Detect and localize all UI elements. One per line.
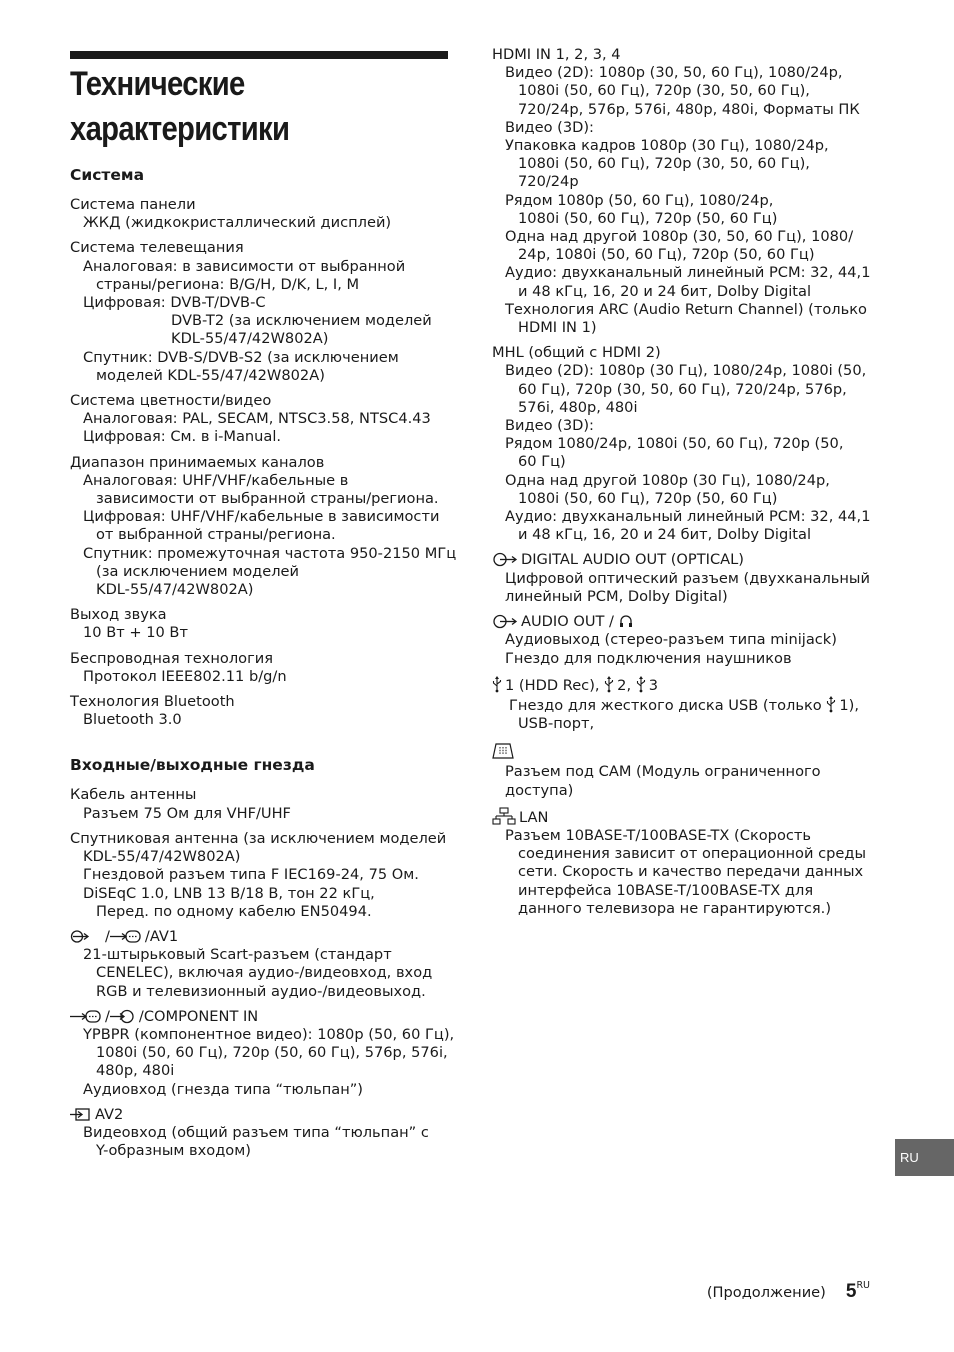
spec-value: и 48 кГц, 16, 20 и 24 бит, Dolby Digital	[518, 282, 812, 300]
spec-value: данного телевизора не гарантируются.)	[518, 899, 832, 917]
spec-value: Видео (3D):	[505, 118, 594, 136]
spec-value: Bluetooth 3.0	[83, 711, 182, 729]
spec-value: Технология ARC (Audio Return Channel) (только	[505, 300, 867, 318]
spec-value: Одна над другой 1080p (30, 50, 60 Гц), 1080/	[505, 228, 854, 246]
spec-value: Гнездо для подключения наушников	[505, 649, 792, 667]
video-input-icon	[110, 1009, 136, 1024]
spec-usb	[492, 675, 882, 734]
spec-value: Цифровая: UHF/VHF/кабельные в зависимости	[83, 508, 440, 526]
spec-hdmi	[492, 46, 882, 337]
usb-port-2-label: 2,	[617, 676, 632, 694]
scart-out-icon	[110, 929, 142, 944]
page-footer	[707, 1280, 870, 1303]
audio-output-icon	[492, 614, 518, 629]
spec-value: Спутник: промежуточная частота 950-2150 МГц	[83, 544, 457, 562]
spec-value: DVB-T2 (за исключением моделей	[171, 312, 432, 330]
spec-av1	[70, 928, 460, 1001]
spec-label	[492, 551, 882, 569]
spec-component-in	[70, 1008, 460, 1099]
av1-label: /AV1	[144, 927, 179, 945]
spec-label: Система цветности/видео	[70, 392, 272, 410]
spec-value: зависимости от выбранной страны/региона.	[96, 490, 439, 508]
spec-value: 720/24p	[518, 173, 579, 191]
spec-value: соединения зависит от операционной среды	[518, 845, 866, 863]
title-rule	[70, 51, 448, 59]
spec-value: 480p, 480i	[96, 1062, 175, 1080]
usb-icon	[826, 695, 836, 713]
spec-wireless	[70, 650, 460, 686]
spec-value: сети. Скорость и качество передачи данных	[518, 863, 864, 881]
scart-in-out-icon	[70, 929, 102, 944]
spec-label	[492, 743, 882, 763]
page-number-suffix: RU	[856, 1280, 870, 1291]
spec-value: Аудио: двухканальный линейный PCM: 32, 44,1	[505, 264, 871, 282]
spec-label: Кабель антенны	[70, 786, 197, 804]
spec-bluetooth	[70, 693, 460, 729]
component-in-label: /COMPONENT IN	[138, 1007, 259, 1025]
spec-antenna-cable	[70, 786, 460, 822]
spec-cam	[492, 743, 882, 799]
left-column	[70, 165, 460, 1167]
av2-label: AV2	[95, 1105, 124, 1123]
spec-value: Видеовход (общий разъем типа “тюльпан” с	[83, 1123, 429, 1141]
spec-value: Видео (2D): 1080p (30 Гц), 1080/24p, 1080i (50,	[505, 362, 867, 380]
lan-label: LAN	[519, 808, 549, 826]
spec-value: Аудиовход (гнезда типа “тюльпан”)	[83, 1080, 363, 1098]
spec-sound-output	[70, 606, 460, 642]
right-column	[492, 46, 882, 925]
spec-label: Беспроводная технология	[70, 649, 274, 667]
spec-label: Технология Bluetooth	[70, 693, 235, 711]
spec-value: Цифровая: DVB-T/DVB-C	[83, 294, 266, 312]
spec-label: Выход звука	[70, 606, 167, 624]
spec-value: Разъем под CAM (Модуль ограниченного	[505, 763, 821, 781]
section-header-io: Входные/выходные гнезда	[70, 756, 315, 775]
section-header-system: Система	[70, 166, 145, 184]
spec-value: Гнездовой разъем типа F IEC169-24, 75 Ом.	[83, 866, 419, 884]
spec-value: Аналоговая: UHF/VHF/кабельные в	[83, 471, 349, 489]
spec-value: 60 Гц)	[518, 453, 566, 471]
spec-label	[492, 675, 882, 695]
usb-description-suffix: 1),	[839, 696, 859, 714]
spec-value: Видео (2D): 1080p (30, 50, 60 Гц), 1080/24p,	[505, 64, 843, 82]
usb-icon	[604, 675, 614, 693]
spec-value: Спутник: DVB-S/DVB-S2 (за исключением	[83, 348, 399, 366]
spec-value: KDL-55/47/42W802A)	[171, 330, 329, 348]
spec-value: линейный PCM, Dolby Digital)	[505, 587, 728, 605]
language-tab: RU	[895, 1139, 954, 1176]
spec-value: KDL-55/47/42W802A)	[96, 581, 254, 599]
spec-value: CENELEC), включая аудио-/видеовход, вход	[96, 964, 433, 982]
component-input-icon	[70, 1009, 102, 1024]
spec-value: Аналоговая: PAL, SECAM, NTSC3.58, NTSC4.43	[83, 410, 431, 428]
spec-value: Протокол IEEE802.11 b/g/n	[83, 667, 287, 685]
usb-icon	[492, 675, 502, 693]
spec-value: 24p, 1080i (50, 60 Гц), 720p (50, 60 Гц)	[518, 246, 815, 264]
spec-label: Диапазон принимаемых каналов	[70, 453, 325, 471]
spec-value: Перед. по одному кабелю EN50494.	[96, 902, 372, 920]
spec-panel-system	[70, 196, 460, 232]
spec-value: 1080i (50, 60 Гц), 720p (30, 50, 60 Гц),	[518, 82, 810, 100]
optical-label: DIGITAL AUDIO OUT (OPTICAL)	[521, 551, 744, 569]
spec-label: / /COMPONENT IN	[70, 1008, 460, 1026]
spec-value: Аналоговая: в зависимости от выбранной	[83, 257, 406, 275]
spec-value: 1080i (50, 60 Гц), 720p (50, 60 Гц)	[518, 489, 778, 507]
spec-label: Спутниковая антенна (за исключением моделей	[70, 829, 447, 847]
spec-value: Упаковка кадров 1080p (30 Гц), 1080/24p,	[505, 137, 829, 155]
spec-value: 21-штырьковый Scart-разъем (стандарт	[83, 946, 392, 964]
optical-output-icon	[492, 552, 518, 567]
usb-icon	[636, 675, 646, 693]
spec-satellite-antenna	[70, 830, 460, 921]
spec-value: 1080i (50, 60 Гц), 720p (30, 50, 60 Гц),	[518, 155, 810, 173]
spec-value	[492, 695, 882, 715]
usb-description: Гнездо для жесткого диска USB (только	[509, 696, 822, 714]
spec-label: MHL (общий с HDMI 2)	[492, 344, 661, 362]
spec-color-system	[70, 392, 460, 447]
spec-value: Разъем 75 Ом для VHF/UHF	[83, 804, 291, 822]
spec-value: и 48 кГц, 16, 20 и 24 бит, Dolby Digital	[518, 526, 812, 544]
spec-value: Цифровой оптический разъем (двухканальный	[505, 569, 870, 587]
spec-label: Система телевещания	[70, 239, 244, 257]
spec-value: 1080i (50, 60 Гц), 720p (50, 60 Гц), 576p, 576i,	[96, 1044, 448, 1062]
spec-label: HDMI IN 1, 2, 3, 4	[492, 46, 621, 63]
spec-value: интерфейса 10BASE-T/100BASE-TX для	[518, 881, 814, 899]
spec-broadcast-system	[70, 239, 460, 385]
page-number: 5	[845, 1281, 857, 1302]
spec-value: YPBPR (компонентное видео): 1080p (50, 60 Гц),	[83, 1025, 455, 1043]
spec-value: RGB и телевизионный аудио-/видеовыход.	[96, 982, 426, 1000]
spec-value: HDMI IN 1)	[518, 319, 597, 337]
cam-slot-icon	[492, 743, 514, 759]
spec-channel-range	[70, 454, 460, 600]
spec-value: DiSEqC 1.0, LNB 13 В/18 В, тон 22 кГц,	[83, 884, 375, 902]
spec-label: Система панели	[70, 196, 196, 213]
spec-value: 1080i (50, 60 Гц), 720p (50, 60 Гц)	[518, 209, 778, 227]
usb-port-3-label: 3	[648, 676, 659, 694]
spec-digital-audio-out	[492, 551, 882, 606]
spec-value: (за исключением моделей	[96, 562, 300, 580]
spec-value: USB-порт,	[518, 715, 595, 733]
spec-value: страны/региона: B/G/H, D/K, L, I, M	[96, 275, 360, 293]
spec-value: Цифровая: См. в i-Manual.	[83, 428, 282, 446]
spec-value: Рядом 1080/24p, 1080i (50, 60 Гц), 720p (50,	[505, 435, 844, 453]
spec-label	[492, 613, 882, 631]
spec-value: Разъем 10BASE-T/100BASE-TX (Скорость	[505, 826, 812, 844]
spec-value: 720/24p, 576p, 576i, 480p, 480i, Форматы ПК	[518, 100, 860, 118]
spec-audio-out	[492, 613, 882, 668]
continued-note: (Продолжение)	[706, 1284, 826, 1301]
spec-value: доступа)	[505, 781, 574, 799]
spec-value: Аудио: двухканальный линейный PCM: 32, 44,1	[505, 508, 871, 526]
spec-mhl	[492, 344, 882, 544]
spec-value: от выбранной страны/региона.	[96, 526, 336, 544]
lan-network-icon	[492, 807, 516, 825]
spec-value: ЖКД (жидкокристаллический дисплей)	[83, 214, 392, 232]
spec-value: Рядом 1080p (50, 60 Гц), 1080/24p,	[505, 191, 774, 209]
headphones-icon	[619, 614, 633, 629]
page-title: Технические характеристики	[70, 65, 290, 148]
audio-out-label: AUDIO OUT /	[521, 613, 614, 631]
usb-port-1-label: 1 (HDD Rec),	[505, 676, 600, 694]
av2-input-icon	[70, 1107, 92, 1122]
spec-lan	[492, 807, 882, 918]
spec-value: 576i, 480p, 480i	[518, 398, 638, 416]
spec-value: Y-образным входом)	[96, 1142, 251, 1160]
spec-value: 10 Вт + 10 Вт	[83, 624, 188, 642]
spec-value: Видео (3D):	[505, 417, 594, 435]
spec-label	[492, 807, 882, 827]
spec-value: моделей KDL-55/47/42W802A)	[96, 366, 325, 384]
spec-label: / /AV1	[70, 928, 460, 946]
spec-label	[70, 1106, 460, 1124]
spec-av2	[70, 1106, 460, 1161]
spec-value: Аудиовыход (стерео-разъем типа minijack)	[505, 631, 837, 649]
spec-value: Одна над другой 1080p (30 Гц), 1080/24p,	[505, 471, 830, 489]
spec-value: KDL-55/47/42W802A)	[83, 848, 241, 866]
spec-value: 60 Гц), 720p (30, 50, 60 Гц), 720/24p, 576p,	[518, 380, 847, 398]
